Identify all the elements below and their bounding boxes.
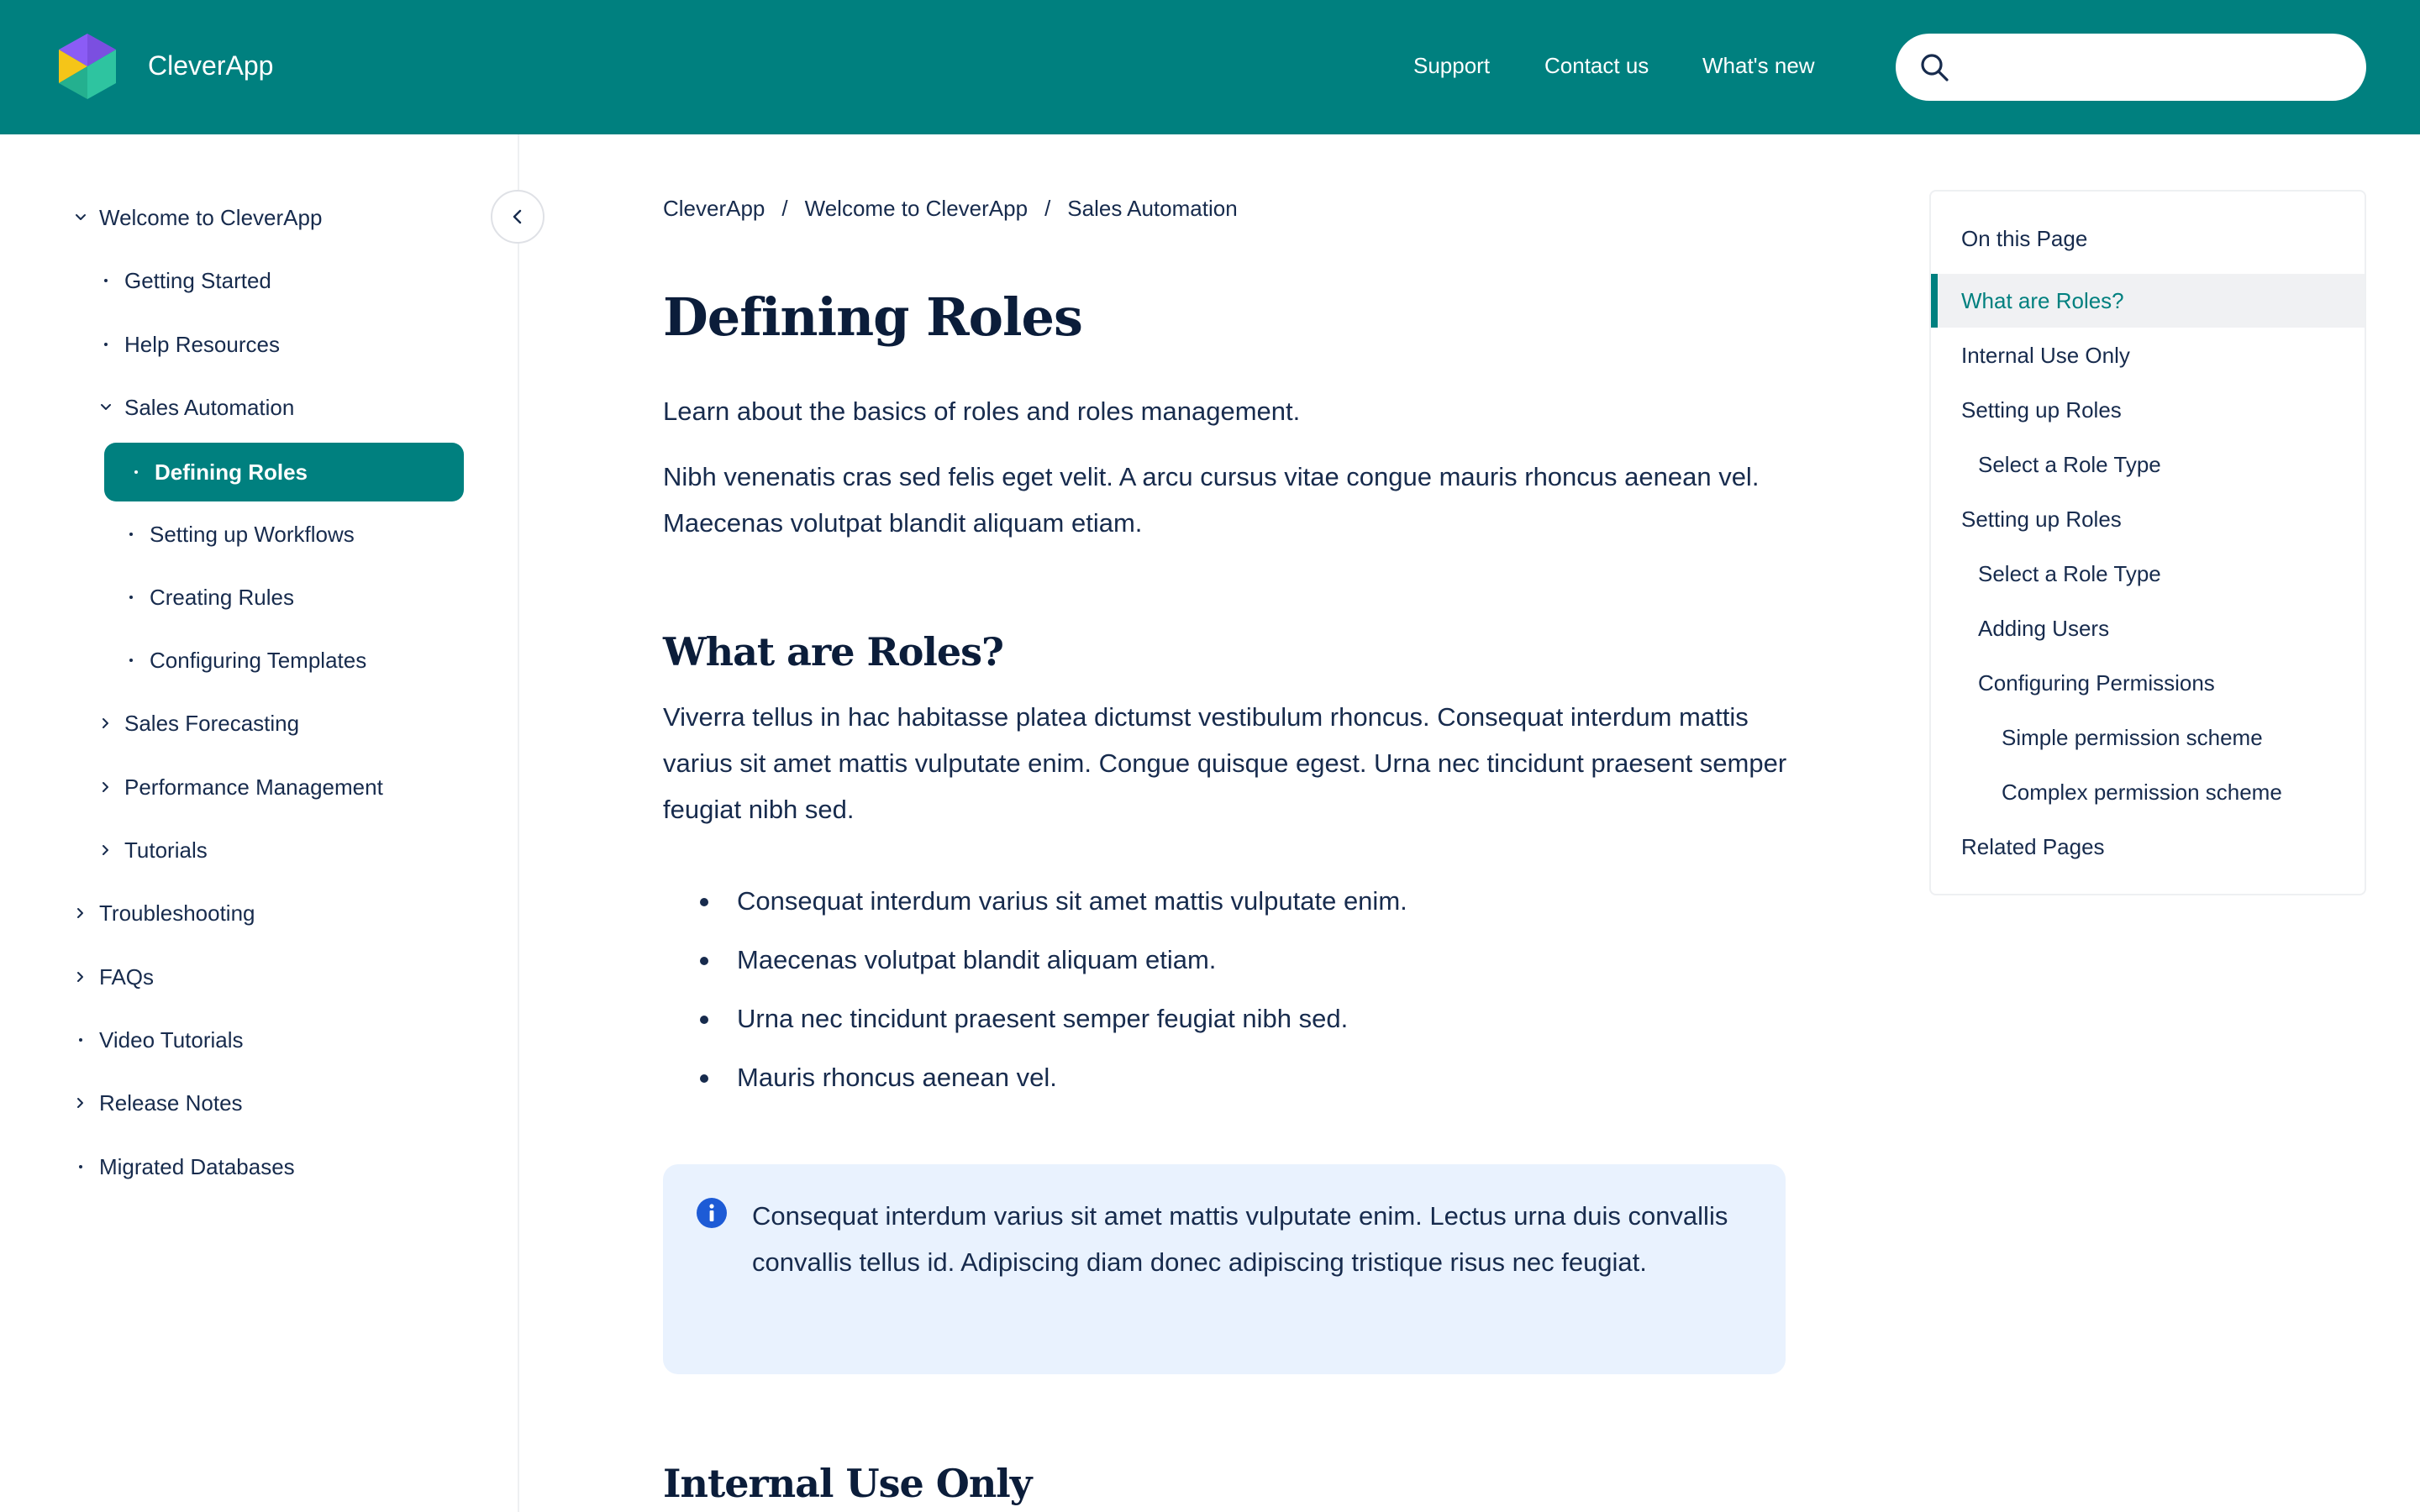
sidebar-item-getting-started[interactable] [99,251,271,310]
bullet-dot-icon [129,465,143,479]
toc-title: On this Page [1961,226,2088,251]
sidebar-divider [518,134,519,1512]
bullet-dot-icon [74,1033,87,1047]
toc-item-configuring-permissions[interactable]: Configuring Permissions [1978,669,2215,696]
bullet-item: Urna nec tincidunt praesent semper feugiat nibh sed. [663,990,1789,1048]
toc-item-select-a-role-type[interactable]: Select a Role Type [1978,451,2161,477]
sidebar-item-label: Migrated Databases [99,1153,295,1179]
top-navigation-bar [0,0,2420,134]
sidebar-item-help-resources[interactable] [99,315,280,374]
sidebar-item-release-notes[interactable] [74,1074,243,1132]
sidebar-item-troubleshooting[interactable] [74,884,255,942]
toc-item-what-are-roles[interactable]: What are Roles? [1931,274,2365,328]
chevron-right-icon[interactable] [99,780,113,794]
chevron-right-icon[interactable] [99,843,113,857]
breadcrumb-item[interactable]: Welcome to CleverApp [804,196,1028,221]
sidebar-item-configuring-templates[interactable] [124,631,366,690]
intro-paragraph: Nibh venenatis cras sed felis eget velit. A arcu cursus vitae congue mauris rhoncus aenean vel. Maecenas volutpat blandit aliquam etiam. [663,462,1760,538]
sidebar-item-sales-automation[interactable] [99,378,294,437]
toc-item-internal-use-only[interactable]: Internal Use Only [1961,342,2130,368]
toc-item-related-pages[interactable]: Related Pages [1961,833,2105,859]
sidebar-item-label: Sales Automation [124,394,295,420]
bullet-dot-icon [99,274,113,287]
bullet-dot-icon [74,1160,87,1173]
page-intro: Learn about the basics of roles and roles management. [663,396,1301,426]
sidebar-item-creating-rules[interactable] [124,568,294,627]
bullet-item: Consequat interdum varius sit amet mattis vulputate enim. [663,872,1789,931]
info-icon [697,1198,727,1228]
sidebar-item-label: Video Tutorials [99,1026,244,1053]
sidebar-item-label: Creating Rules [150,584,294,610]
sidebar-item-label: FAQs [99,963,155,990]
sidebar-item-faqs[interactable] [74,948,154,1006]
app-name[interactable]: CleverApp [148,50,274,81]
sidebar-item-performance-management[interactable] [99,758,383,816]
sidebar-item-label: Configuring Templates [150,647,367,673]
sidebar-item-migrated-databases[interactable] [74,1137,295,1196]
cleverapp-logo-icon[interactable] [57,34,118,99]
toc-item-setting-up-roles[interactable]: Setting up Roles [1961,396,2122,423]
breadcrumb [663,195,1238,222]
sidebar-item-label: Setting up Workflows [150,521,355,547]
sidebar-item-label: Tutorials [124,837,208,863]
chevron-right-icon[interactable] [99,717,113,730]
chevron-left-icon [509,208,526,225]
section-heading-what-are-roles: What are Roles? [663,629,1003,675]
collapse-sidebar-button[interactable] [491,190,544,244]
breadcrumb-separator: / [1044,196,1051,221]
breadcrumb-separator: / [781,196,788,221]
sidebar-item-label: Troubleshooting [99,900,255,926]
section-heading-internal-use-only: Internal Use Only [663,1461,1032,1506]
chevron-right-icon[interactable] [74,1096,87,1110]
sidebar-item-defining-roles[interactable] [104,443,464,501]
info-panel-text: Consequat interdum varius sit amet mattis vulputate enim. Lectus urna duis convallis convallis tellus id. Adipiscing diam donec adipiscing tristique risus nec feugiat. [752,1201,1728,1277]
bullet-dot-icon [124,654,138,667]
nav-link-contact-us[interactable]: Contact us [1544,53,1649,78]
bullet-item: Maecenas volutpat blandit aliquam etiam. [663,931,1789,990]
page-title: Defining Roles [663,286,1082,348]
sidebar-item-label: Performance Management [124,774,383,800]
sidebar-item-label: Getting Started [124,267,271,293]
chevron-down-icon[interactable] [99,401,113,414]
bullet-dot-icon [124,591,138,604]
sidebar-item-label: Defining Roles [155,459,308,485]
sidebar-item-label: Welcome to CleverApp [99,204,323,230]
sidebar-item-setting-up-workflows[interactable] [124,505,355,564]
breadcrumb-item[interactable]: CleverApp [663,196,765,221]
bullet-dot-icon [99,338,113,351]
toc-item-complex-permission-scheme[interactable]: Complex permission scheme [2002,779,2282,805]
sidebar-item-sales-forecasting[interactable] [99,694,299,753]
bullet-list [663,872,1789,1107]
chevron-right-icon[interactable] [74,970,87,984]
on-this-page-panel [1929,190,2366,895]
toc-item-select-a-role-type[interactable]: Select a Role Type [1978,560,2161,586]
search-input[interactable] [1896,34,2366,101]
breadcrumb-item[interactable]: Sales Automation [1067,196,1238,221]
toc-item-setting-up-roles[interactable]: Setting up Roles [1961,506,2122,532]
chevron-right-icon[interactable] [74,906,87,920]
info-panel [663,1164,1786,1374]
section-paragraph: Viverra tellus in hac habitasse platea dictumst vestibulum rhoncus. Consequat interdum mattis varius sit amet mattis vulputate enim. Congue quisque egest. Urna nec tincidunt praesent semper feugiat nibh sed. [663,702,1787,824]
bullet-item: Mauris rhoncus aenean vel. [663,1048,1789,1107]
nav-link-support[interactable]: Support [1413,53,1491,78]
search-icon[interactable] [1919,52,1949,82]
bullet-dot-icon [124,528,138,541]
toc-item-adding-users[interactable]: Adding Users [1978,615,2110,641]
sidebar-item-label: Sales Forecasting [124,710,300,736]
sidebar-item-tutorials[interactable] [99,821,208,879]
sidebar-item-welcome-to-cleverapp[interactable] [74,188,322,247]
nav-link-whats-new[interactable]: What's new [1702,53,1815,78]
toc-item-simple-permission-scheme[interactable]: Simple permission scheme [2002,724,2263,750]
sidebar-item-label: Help Resources [124,331,280,357]
chevron-down-icon[interactable] [74,211,87,224]
sidebar-item-label: Release Notes [99,1089,243,1116]
sidebar-item-video-tutorials[interactable] [74,1011,244,1069]
